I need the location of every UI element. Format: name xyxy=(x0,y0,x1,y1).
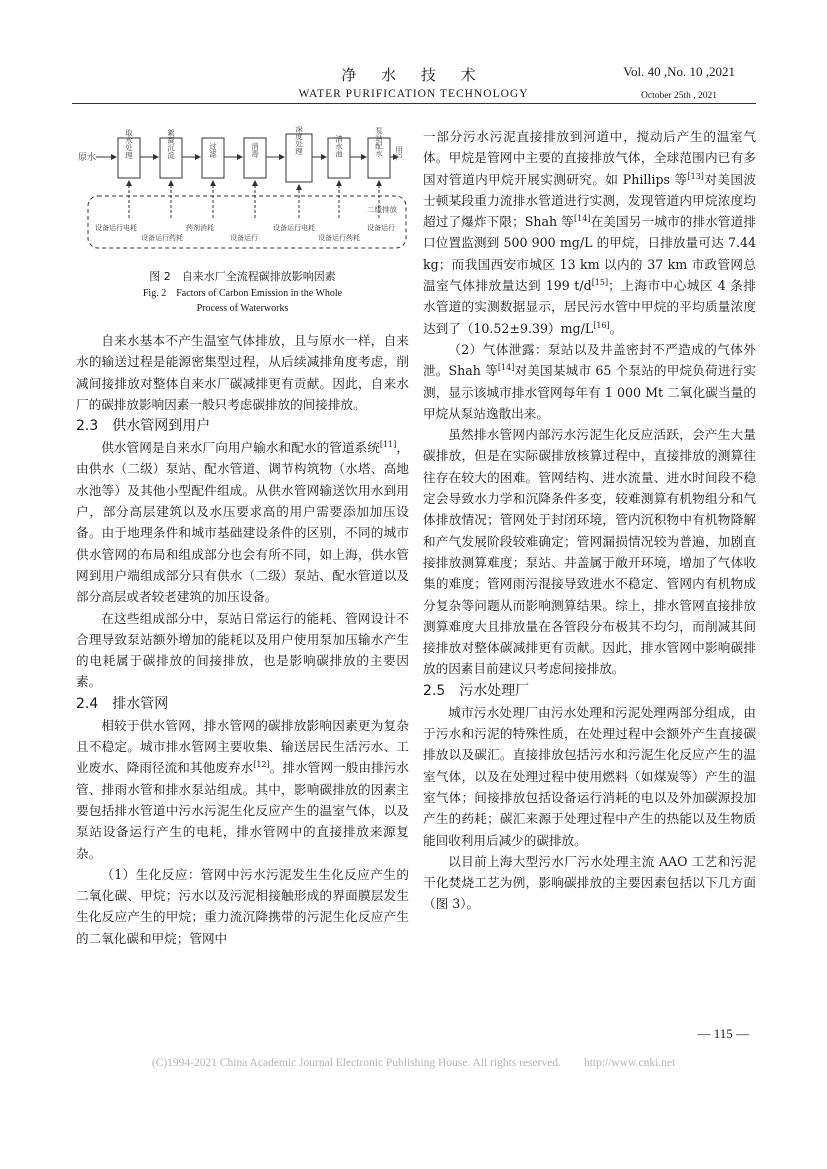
process-step-label: 泵站配水 xyxy=(374,127,384,157)
process-box xyxy=(328,133,350,178)
process-step-label: 取水处理 xyxy=(124,129,134,159)
citation[interactable]: [11] xyxy=(379,440,397,449)
journal-title-en: WATER PURIFICATION TECHNOLOGY xyxy=(298,88,529,100)
paragraph: 供水管网是自来水厂向用户输水和配水的管道系统[11]，由供水（二级）泵站、配水管道、调节构筑物（水塔、高地水池等）及其他小型配件组成。从供水管网输送饮用水到用户，部分高层建筑以及水压要求高的用户需要添加加压设备。由于地理条件和城市基础建设条件的区别，不同的城市供水管网的布局和组成部分也会有所不同，如上海，供水管网到用户端组成部分只有供水（二级）泵站、配水管道以及部分高层或者较老建筑的加压设备。 xyxy=(76,440,410,605)
factor-label: 设备运行 xyxy=(230,234,258,242)
paragraph: 相较于供水管网，排水管网的碳排放影响因素更为复杂且不稳定。城市排水管网主要收集、输送居民生活污水、工业废水、降雨径流和其他废弃水[12]。排水管网一般由排污水管、排雨水管和排水泵站组成。其中，影响碳排放的因素主要包括排水管道中污水污泥生化反应产生的温室气体，以及泵站设备运行产生的电耗，排水管网中的直接排放来源复杂。 xyxy=(76,717,410,861)
header-rule xyxy=(72,103,756,104)
journal-title-cn: 净 水 技 术 xyxy=(341,66,486,84)
citation[interactable]: [14] xyxy=(497,363,515,373)
left-column xyxy=(76,126,409,949)
issue-date: October 25th , 2021 xyxy=(641,91,717,101)
citation[interactable]: [14] xyxy=(574,214,591,223)
paragraph: （1）生化反应：管网中污水污泥发生生化反应产生的二氧化碳、甲烷；污水以及污泥相接触形成的界面膜层发生生化反应产生的甲烷；重力流沉降携带的污泥生化反应产生的二氧化碳和甲烷；管网中 xyxy=(76,866,409,946)
flow-output-label: 用户 xyxy=(394,146,404,161)
paragraph: 自来水基本不产生温室气体排放，且与原水一样，自来水的输送过程是能源密集型过程，从后续减排角度考虑，削减间接排放对整体自来水厂碳减排更有贡献。因此，自来水厂的碳排放影响因素一般只考虑碳排放的间接排放。 xyxy=(76,333,409,412)
process-step-label: 清水池 xyxy=(334,134,344,158)
citation[interactable]: [12] xyxy=(253,760,270,770)
factor-label: 药剂消耗 xyxy=(186,224,214,232)
right-column xyxy=(423,126,756,915)
figure-caption-cn: 图 2 自来水厂全流程碳排放影响因素 xyxy=(149,270,336,283)
process-box xyxy=(368,127,390,178)
process-step-label: 深度处理 xyxy=(294,126,304,155)
flow-diagram-svg xyxy=(76,126,409,266)
citation[interactable]: [15] xyxy=(591,277,609,287)
process-box xyxy=(160,128,182,178)
paragraph: 在这些组成部分中，泵站日常运行的能耗、管网设计不合理导致泵站额外增加的能耗以及用户使用泵加压输水产生的电耗属于碳排放的间接排放，也是影响碳排放的主要因素。 xyxy=(76,610,409,690)
citation[interactable]: [16] xyxy=(593,320,610,330)
paragraph: 城市污水处理厂由污水处理和污泥处理两部分组成，由于污水和污泥的特殊性质，在处理过程中会额外产生直接碳排放以及碳汇。直接排放包括污水和污泥生化反应产生的温室气体，以及在处理过程中使用燃料（如煤炭等）产生的温室气体；间接排放包括设备运行消耗的电以及外加碳源投加产生的药耗；碳汇来源于处理过程中产生的热能以及生物质能回收利用后减少的碳排放。 xyxy=(423,704,756,848)
flow-input-label: 原水 xyxy=(78,153,97,163)
section-heading-2-3: 2.3 供水管网到用户 xyxy=(76,418,211,435)
factor-label: 设备运行药耗 xyxy=(318,234,360,242)
volume-info: Vol. 40 ,No. 10 ,2021 xyxy=(623,64,735,79)
process-box xyxy=(202,138,224,178)
process-box xyxy=(244,138,266,178)
emission-box-label: 二级排放 xyxy=(367,205,397,214)
paragraph: 虽然排水管网内部污水污泥生化反应活跃，会产生大量碳排放，但是在实际碳排放核算过程中，直接排放的测算往往存在较大的困难。管网结构、进水流量、进水时间段不稳定会导致水力学和沉降条件多变，较难测算有机物组分和气体排放情况；管网处于封闭环境，管内沉积物中有机物降解和产气发展阶段较难确定；管网漏损情况较为普遍，加剧直接排放测算难度；泵站、井盖属于敞开环境，增加了气体收集的难度；管网雨污混接导致进水不稳定、管网内有机物成分复杂等问题从而影响测算结果。综上，排水管网直接排放测算难度大且排放量在各管段分布极其不均匀，而削减其间接排放对整体碳减排更有贡献。因此，排水管网中影响碳排放的因素目前建议只考虑间接排放。 xyxy=(423,427,756,677)
paragraph: 一部分污水污泥直接排放到河道中，搅动后产生的温室气体。甲烷是管网中主要的直接排放气体，全球范围内已有多国对管道内甲烷开展实测研究。如 Phillips 等[13]对美国波士顿某段重力流排水管道进行实测，发现管道内甲烷浓度均超过了爆炸下限；Shah 等[14]在美国另一城市的排水管道排口位置监测到 500 900 mg/L 的甲烷，日排放量可达 7.44 kg；而我国西安市城区 13 km 以内的 37 km 市政管网总温室气体排放量达到 199 t/d[15]；上海市中心城区 4 条排水管道的实测数据显示，居民污水管中甲烷的平均质量浓度达到了（10.52±9.39）mg/L[16]。 xyxy=(423,129,757,336)
section-heading-2-5: 2.5 污水处理厂 xyxy=(423,682,530,699)
figure-2-diagram xyxy=(76,126,409,266)
page-number: — 115 — xyxy=(697,1026,749,1041)
process-step-label: 消毒 xyxy=(250,142,260,158)
paragraph: （2）气体泄露：泵站以及井盖密封不严造成的气体外泄。Shah 等[14]对美国某城市 65 个泵站的甲烷负荷进行实测，显示该城市排水管网每年有 1 000 Mt 二氧化碳当量的甲烷从泵站逸散出来。 xyxy=(423,341,756,421)
factor-label: 设备运行电耗 xyxy=(95,224,137,232)
process-box xyxy=(118,129,140,178)
process-box xyxy=(286,126,312,182)
factor-label: 设备运行药耗 xyxy=(141,234,183,242)
copyright-watermark: (C)1994-2021 China Academic Journal Electronic Publishing House. All rights reserved. http://www.cnki.net xyxy=(151,1057,676,1069)
section-heading-2-4: 2.4 排水管网 xyxy=(76,695,169,712)
figure-caption-en: Fig. 2 Factors of Carbon Emission in the Whole xyxy=(142,288,343,299)
process-step-label: 过滤 xyxy=(208,142,218,158)
paragraph: 以目前上海大型污水厂污水处理主流 AAO 工艺和污泥干化焚烧工艺为例，影响碳排放的主要因素包括以下几方面（图 3）。 xyxy=(423,853,756,912)
process-step-label: 絮凝沉淀 xyxy=(166,129,176,159)
figure-caption-en-line2: Process of Waterworks xyxy=(196,303,289,314)
factor-label: 设备运行 xyxy=(367,224,395,232)
citation[interactable]: [13] xyxy=(687,171,704,181)
factor-label: 设备运行电耗 xyxy=(273,224,315,232)
